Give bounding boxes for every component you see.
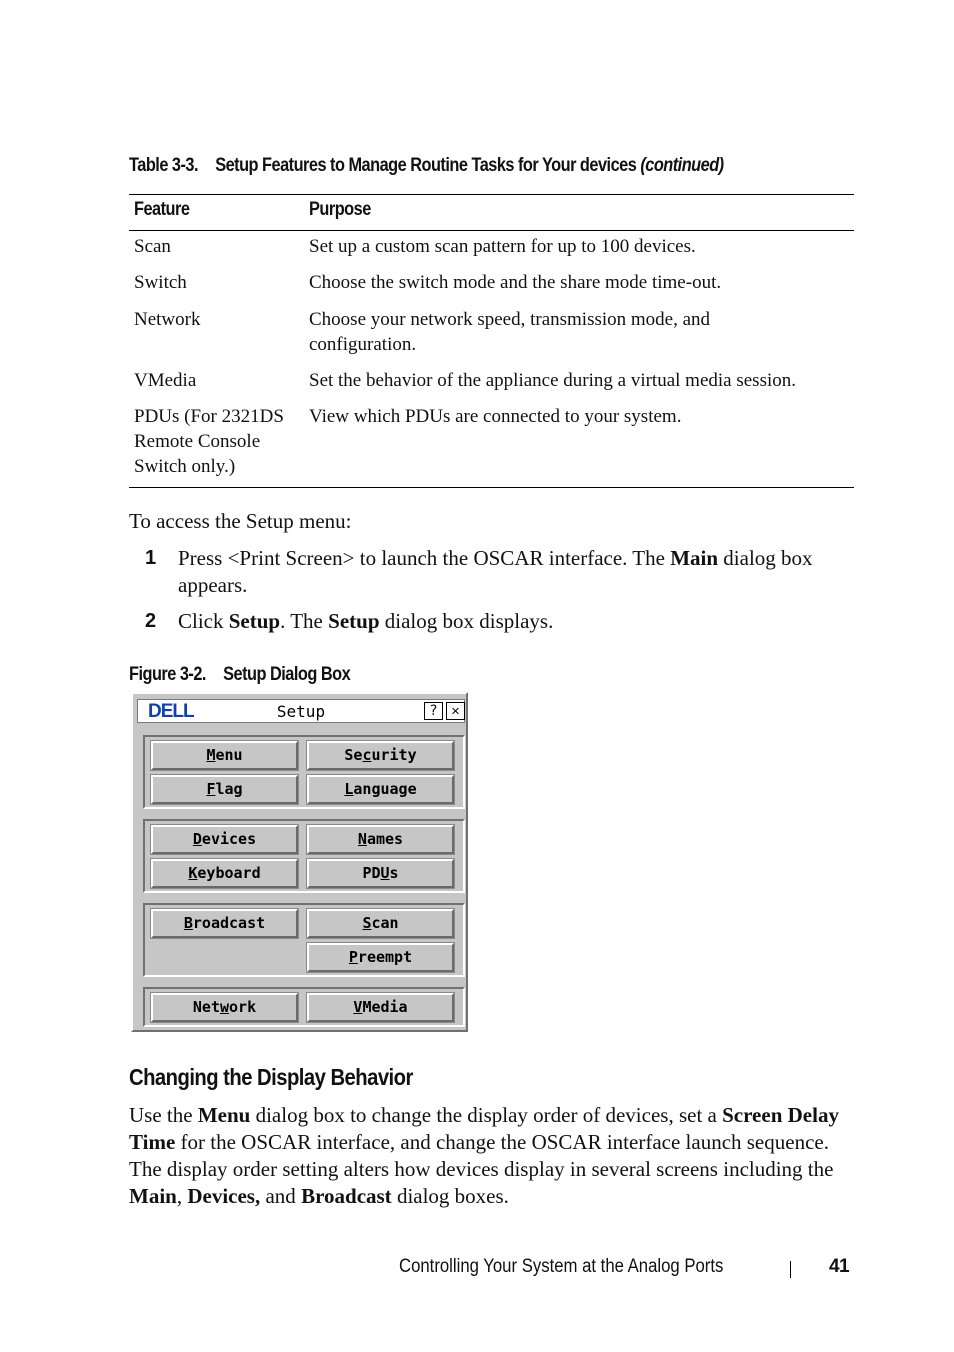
- body-text: dialog box to change the display order of devices, set a: [250, 1103, 723, 1127]
- setup-dialog: [131, 692, 468, 1032]
- dell-logo: DELL: [148, 701, 194, 722]
- step-text-part: . The: [280, 609, 329, 633]
- figure-caption-title: Setup Dialog Box: [223, 664, 351, 685]
- button-group-network: [143, 987, 465, 1027]
- button-group-general: [143, 735, 465, 809]
- step-text: [178, 608, 553, 635]
- pdus-button[interactable]: PDUs: [307, 859, 454, 888]
- body-text: Use the: [129, 1103, 198, 1127]
- dialog-title: Setup: [276, 702, 326, 721]
- step-text: [178, 545, 854, 599]
- feature-cell: Network: [134, 309, 201, 330]
- dialog-titlebar: [137, 699, 465, 723]
- devices-button[interactable]: Devices: [151, 825, 298, 854]
- button-group-devices: [143, 819, 465, 893]
- flag-button[interactable]: Flag: [151, 775, 298, 804]
- help-button[interactable]: ?: [424, 702, 443, 720]
- feature-cell: PDUs (For 2321DS Remote Console Switch only.): [134, 406, 284, 477]
- table-caption-suffix: (continued): [640, 155, 724, 176]
- close-icon: ✕: [451, 703, 460, 719]
- step-text-part: dialog box displays.: [379, 609, 554, 633]
- section-heading: Changing the Display Behavior: [129, 1064, 413, 1090]
- feature-cell: Switch: [134, 272, 187, 293]
- purpose-cell: Choose the switch mode and the share mode time-out.: [309, 272, 722, 293]
- body-bold-menu: Menu: [197, 1103, 251, 1127]
- preempt-button[interactable]: Preempt: [307, 943, 454, 972]
- table-caption: [129, 155, 724, 177]
- table-header-rule: [129, 230, 854, 231]
- scan-button[interactable]: Scan: [307, 909, 454, 938]
- footer-separator: [790, 1261, 791, 1278]
- broadcast-button[interactable]: Broadcast: [151, 909, 298, 938]
- vmedia-button[interactable]: VMedia: [307, 993, 454, 1022]
- step-text-part: Press <Print Screen> to launch the OSCAR interface. The: [178, 546, 671, 570]
- body-bold-screen-delay: Screen Delay Time: [129, 1103, 839, 1154]
- page-number: 41: [829, 1256, 849, 1277]
- step-number: 1: [145, 547, 157, 569]
- table-header-feature: Feature: [134, 199, 190, 220]
- body-bold-devices: Devices,: [187, 1184, 261, 1208]
- menu-button[interactable]: Menu: [151, 741, 298, 770]
- table-caption-number: Table 3-3.: [129, 155, 199, 176]
- body-text: ,: [176, 1184, 188, 1208]
- step-text-part: Click: [178, 609, 229, 633]
- step-bold-setup: Setup: [328, 609, 380, 633]
- button-group-broadcast: [143, 903, 465, 977]
- purpose-cell: View which PDUs are connected to your system.: [309, 406, 682, 427]
- security-button[interactable]: Security: [307, 741, 454, 770]
- close-button[interactable]: [446, 702, 465, 720]
- table-caption-title: Setup Features to Manage Routine Tasks for Your devices: [215, 155, 637, 176]
- network-button[interactable]: Network: [151, 993, 298, 1022]
- purpose-cell: Set the behavior of the appliance during a virtual media session.: [309, 370, 796, 391]
- purpose-cell: Choose your network speed, transmission mode, and configuration.: [309, 309, 711, 355]
- feature-cell: VMedia: [134, 370, 197, 391]
- body-text: and: [260, 1184, 302, 1208]
- table-top-rule: [129, 194, 854, 195]
- section-body: [129, 1102, 854, 1210]
- language-button[interactable]: Language: [307, 775, 454, 804]
- table-bottom-rule: [129, 487, 854, 488]
- step-text-part: dialog box appears.: [178, 546, 813, 597]
- figure-caption-number: Figure 3-2.: [129, 664, 206, 685]
- names-button[interactable]: Names: [307, 825, 454, 854]
- body-text: for the OSCAR interface, and change the OSCAR interface launch sequence. The display order setting alters how devices display in several screens including the: [129, 1130, 834, 1181]
- step-number: 2: [145, 610, 157, 632]
- step-bold-setup: Setup: [228, 609, 281, 633]
- body-bold-main: Main: [129, 1184, 177, 1208]
- step-bold-main: Main: [670, 546, 719, 570]
- body-text: dialog boxes.: [391, 1184, 509, 1208]
- keyboard-button[interactable]: Keyboard: [151, 859, 298, 888]
- footer-chapter: Controlling Your System at the Analog Ports: [399, 1256, 724, 1277]
- figure-caption: [129, 664, 350, 686]
- body-bold-broadcast: Broadcast: [301, 1184, 392, 1208]
- feature-cell: Scan: [134, 236, 171, 257]
- intro-text: To access the Setup menu:: [129, 509, 352, 533]
- purpose-cell: Set up a custom scan pattern for up to 100 devices.: [309, 236, 696, 257]
- table-header-purpose: Purpose: [309, 199, 371, 220]
